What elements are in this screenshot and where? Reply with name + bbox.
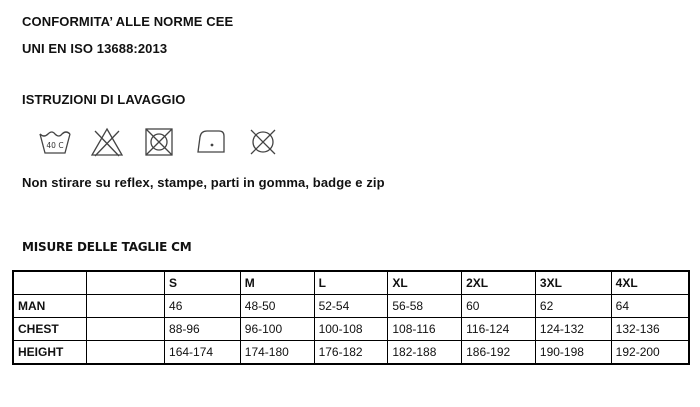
size-header: L [314, 271, 388, 295]
size-table [12, 270, 690, 365]
table-blank-cell [87, 318, 165, 341]
row-label: CHEST [13, 318, 87, 341]
table-cell: 124-132 [535, 318, 611, 341]
table-cell: 64 [611, 295, 689, 318]
table-cell: 132-136 [611, 318, 689, 341]
row-label: HEIGHT [13, 341, 87, 365]
table-cell: 174-180 [240, 341, 314, 365]
table-header-row [13, 271, 689, 295]
size-header: XL [388, 271, 462, 295]
table-cell: 56-58 [388, 295, 462, 318]
washing-instructions-title: ISTRUZIONI DI LAVAGGIO [22, 92, 186, 107]
table-corner-cell [13, 271, 87, 295]
table-cell: 164-174 [165, 341, 241, 365]
table-cell: 88-96 [165, 318, 241, 341]
table-blank-cell [87, 341, 165, 365]
size-chart-title: MISURE DELLE TAGLIE CM [22, 240, 192, 254]
row-label: MAN [13, 295, 87, 318]
care-symbols [38, 126, 280, 166]
size-header: M [240, 271, 314, 295]
iron-low-icon [194, 126, 228, 166]
table-cell: 46 [165, 295, 241, 318]
size-header: 4XL [611, 271, 689, 295]
table-cell: 192-200 [611, 341, 689, 365]
table-row [13, 318, 689, 341]
no-dry-clean-icon [246, 126, 280, 166]
no-bleach-icon [90, 126, 124, 166]
wash-40-icon [38, 126, 72, 166]
table-cell: 48-50 [240, 295, 314, 318]
wash-temp-label: 40 C [46, 141, 64, 150]
table-cell: 176-182 [314, 341, 388, 365]
table-cell: 116-124 [462, 318, 536, 341]
table-cell: 190-198 [535, 341, 611, 365]
table-blank-cell [87, 271, 165, 295]
table-cell: 108-116 [388, 318, 462, 341]
table-cell: 100-108 [314, 318, 388, 341]
size-header: S [165, 271, 241, 295]
standard-heading: UNI EN ISO 13688:2013 [22, 41, 168, 56]
no-tumble-dry-icon [142, 126, 176, 166]
size-header: 3XL [535, 271, 611, 295]
ironing-note: Non stirare su reflex, stampe, parti in gomma, badge e zip [22, 175, 385, 190]
table-blank-cell [87, 295, 165, 318]
table-cell: 182-188 [388, 341, 462, 365]
table-row [13, 341, 689, 365]
table-row [13, 295, 689, 318]
table-cell: 62 [535, 295, 611, 318]
table-cell: 186-192 [462, 341, 536, 365]
table-cell: 60 [462, 295, 536, 318]
table-cell: 96-100 [240, 318, 314, 341]
table-cell: 52-54 [314, 295, 388, 318]
size-header: 2XL [462, 271, 536, 295]
conformity-heading: CONFORMITA’ ALLE NORME CEE [22, 14, 234, 29]
